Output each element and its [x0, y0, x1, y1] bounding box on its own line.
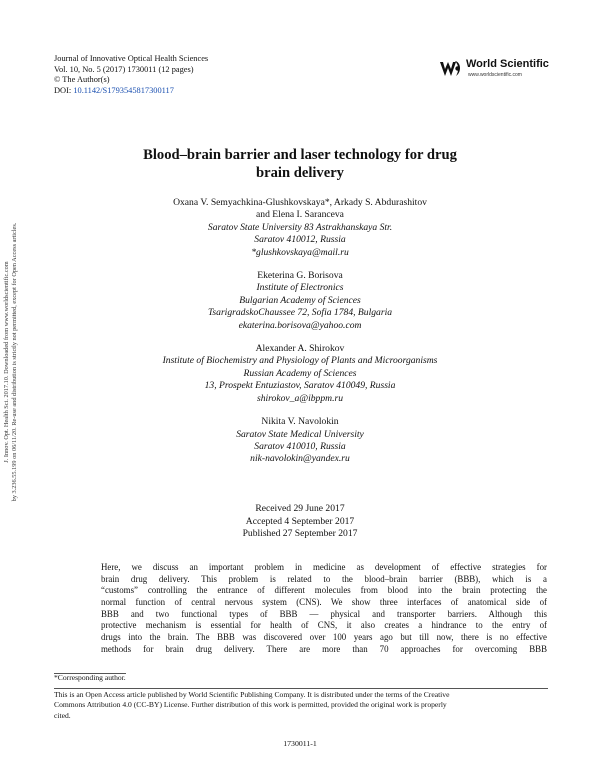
abstract-line: BBB and two functional types of BBB — physical and transporter barriers. Although this [101, 608, 547, 619]
logo-url: www.worldscientific.com [468, 72, 522, 78]
author-group-3 [100, 343, 500, 405]
publication-dates [150, 503, 450, 541]
author-group-1 [100, 197, 500, 259]
spacer [100, 259, 500, 270]
author-group-2 [100, 270, 500, 332]
author-names: Oxana V. Semyachkina-Glushkovskaya*, Arkady S. Abdurashitov [173, 197, 427, 208]
spacer [100, 405, 500, 416]
journal-header [54, 54, 208, 96]
author-email: *glushkovskaya@mail.ru [251, 246, 349, 258]
spacer [100, 332, 500, 343]
affiliation-line: Saratov 410010, Russia [254, 440, 346, 452]
world-scientific-logo-icon [437, 56, 463, 82]
abstract-line: Here, we discuss an important problem in medicine as development of effective strategies for [101, 562, 547, 572]
doi-link[interactable]: 10.1142/S1793545817300117 [73, 85, 174, 95]
affiliation-line: Institute of Biochemistry and Physiology of Plants and Microorganisms [162, 355, 438, 367]
affiliation-line: Institute of Electronics [256, 282, 344, 294]
paper-title [90, 147, 510, 182]
download-notice-line-2: by 3.236.55.199 on 06/11/20. Re-use and distribution is strictly not permitted, except for Open Access articles. [11, 222, 18, 502]
doi-line [54, 86, 208, 97]
abstract-line: methods for brain drug delivery. There are more than 70 approaches for overcoming BBB [101, 643, 547, 654]
logo-name: World Scientific [466, 58, 549, 70]
affiliation-line: Saratov State University 83 Astrakhanskaya Str. [207, 221, 393, 233]
copyright: © The Author(s) [54, 75, 110, 85]
license-line: cited. [54, 710, 71, 720]
author-block [100, 197, 500, 466]
affiliation-line: Bulgarian Academy of Sciences [239, 294, 361, 306]
accepted-date: Accepted 4 September 2017 [245, 515, 355, 527]
abstract [101, 562, 547, 655]
author-names: Alexander A. Shirokov [255, 343, 345, 355]
author-email: ekaterina.borisova@yahoo.com [238, 319, 362, 331]
affiliation-line: TsarigradskoChaussee 72, Sofia 1784, Bulgaria [207, 307, 393, 319]
affiliation-line: Saratov State Medical University [236, 428, 364, 440]
title-line-1: Blood–brain barrier and laser technology for drug [143, 147, 457, 163]
title-line-2: brain delivery [256, 164, 344, 181]
open-access-note [54, 690, 548, 721]
license-line: This is an Open Access article published by World Scientific Publishing Company. It is distributed under the terms of the Creative [54, 690, 450, 699]
affiliation-line: 13, Prospekt Entuziastov, Saratov 410049, Russia [204, 380, 396, 392]
author-email: shirokov_a@ibppm.ru [256, 392, 343, 404]
author-names: Nikita V. Navolokin [261, 416, 339, 428]
published-date: Published 27 September 2017 [242, 528, 358, 540]
author-names: Eketerina G. Borisova [257, 270, 343, 282]
abstract-line: “customs” controlling the entrance of different molecules from blood into the brain protecting the [101, 585, 547, 596]
download-notice-line-1: J. Innov. Opt. Health Sci. 2017.10. Downloaded from www.worldscientific.com [3, 261, 10, 463]
page-number: 1730011-1 [283, 739, 317, 748]
publisher-logo [437, 56, 549, 82]
license-line: Commons Attribution 4.0 (CC-BY) License. Further distribution of this work is permitted, provided the original work is properly [54, 700, 447, 710]
corresponding-author-note: *Corresponding author. [54, 673, 126, 682]
abstract-line: drugs into the brain. The BBB was discovered over 100 years ago but till now, there is no effective [101, 631, 547, 642]
doi-label: DOI: [54, 85, 72, 95]
volume-line: Vol. 10, No. 5 (2017) 1730011 (12 pages) [54, 64, 194, 74]
affiliation-line: Saratov 410012, Russia [254, 234, 346, 246]
affiliation-line: Russian Academy of Sciences [243, 367, 357, 379]
journal-name: Journal of Innovative Optical Health Sciences [54, 54, 209, 63]
abstract-line: protective mechanism is essential for health of CNS, it also creates a hindrance to the entry of [101, 620, 547, 631]
abstract-line: brain drug delivery. This problem is related to the blood–brain barrier (BBB), which is a [101, 573, 547, 584]
author-names: and Elena I. Saranceva [256, 209, 344, 221]
abstract-line: normal function of central nervous system (CNS). We show three interfaces of anatomical side of [101, 596, 547, 607]
author-email: nik-navolokin@yandex.ru [250, 453, 350, 465]
download-notice [3, 92, 23, 632]
received-date: Received 29 June 2017 [255, 503, 345, 514]
author-group-4 [100, 416, 500, 466]
license-divider [54, 688, 548, 689]
